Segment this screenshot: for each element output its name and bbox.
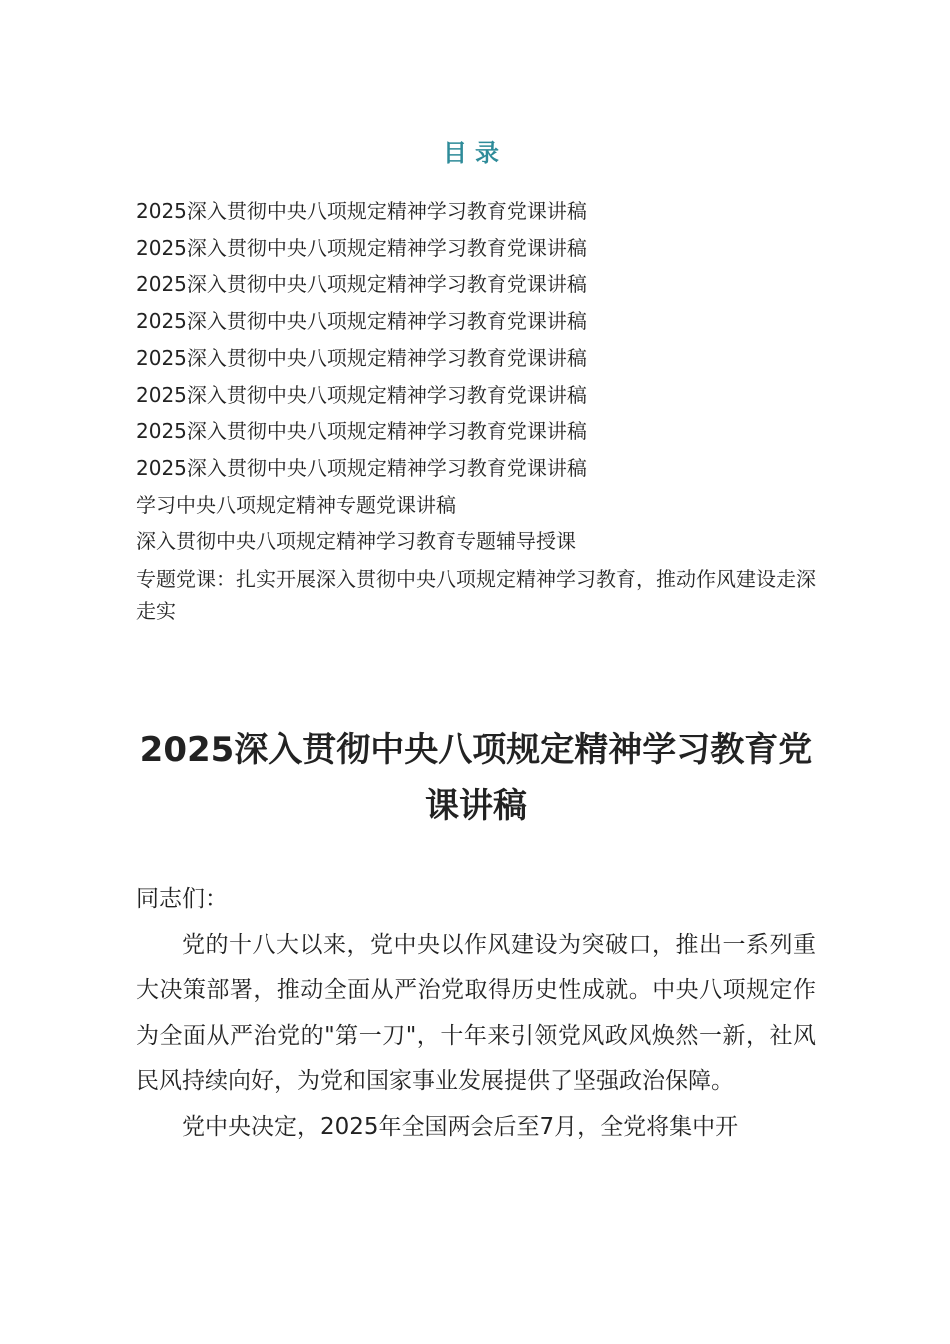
toc-item[interactable]: 2025深入贯彻中央八项规定精神学习教育党课讲稿 bbox=[136, 309, 587, 334]
toc-item[interactable]: 2025深入贯彻中央八项规定精神学习教育党课讲稿 bbox=[136, 382, 587, 407]
body-paragraph: 党中央决定，2025年全国两会后至7月，全党将集中开 bbox=[182, 1113, 739, 1140]
toc-item[interactable]: 2025深入贯彻中央八项规定精神学习教育党课讲稿 bbox=[136, 272, 587, 297]
toc-list bbox=[136, 193, 816, 627]
body-paragraph: 党的十八大以来，党中央以作风建设为突破口，推出一系列重大决策部署，推动全面从严治党取得历史性成就。中央八项规定作为全面从严治党的"第一刀"，十年来引领党风政风焕然一新，社风民风持续向好，为党和国家事业发展提供了坚强政治保障。 bbox=[136, 931, 816, 1094]
toc-item[interactable]: 学习中央八项规定精神专题党课讲稿 bbox=[136, 492, 456, 517]
toc-item[interactable]: 专题党课：扎实开展深入贯彻中央八项规定精神学习教育，推动作风建设走深走实 bbox=[136, 567, 816, 624]
toc-title: 目录 bbox=[443, 139, 507, 167]
toc-item[interactable]: 2025深入贯彻中央八项规定精神学习教育党课讲稿 bbox=[136, 199, 587, 223]
toc-item[interactable]: 深入贯彻中央八项规定精神学习教育专题辅导授课 bbox=[136, 529, 576, 554]
toc-item[interactable]: 2025深入贯彻中央八项规定精神学习教育党课讲稿 bbox=[136, 419, 587, 444]
document-body bbox=[136, 877, 816, 1150]
salutation: 同志们： bbox=[136, 886, 228, 912]
toc-item[interactable]: 2025深入贯彻中央八项规定精神学习教育党课讲稿 bbox=[136, 235, 587, 260]
toc-item[interactable]: 2025深入贯彻中央八项规定精神学习教育党课讲稿 bbox=[136, 345, 587, 370]
document-title: 2025深入贯彻中央八项规定精神学习教育党课讲稿 bbox=[139, 730, 813, 826]
toc-item[interactable]: 2025深入贯彻中央八项规定精神学习教育党课讲稿 bbox=[136, 455, 587, 480]
